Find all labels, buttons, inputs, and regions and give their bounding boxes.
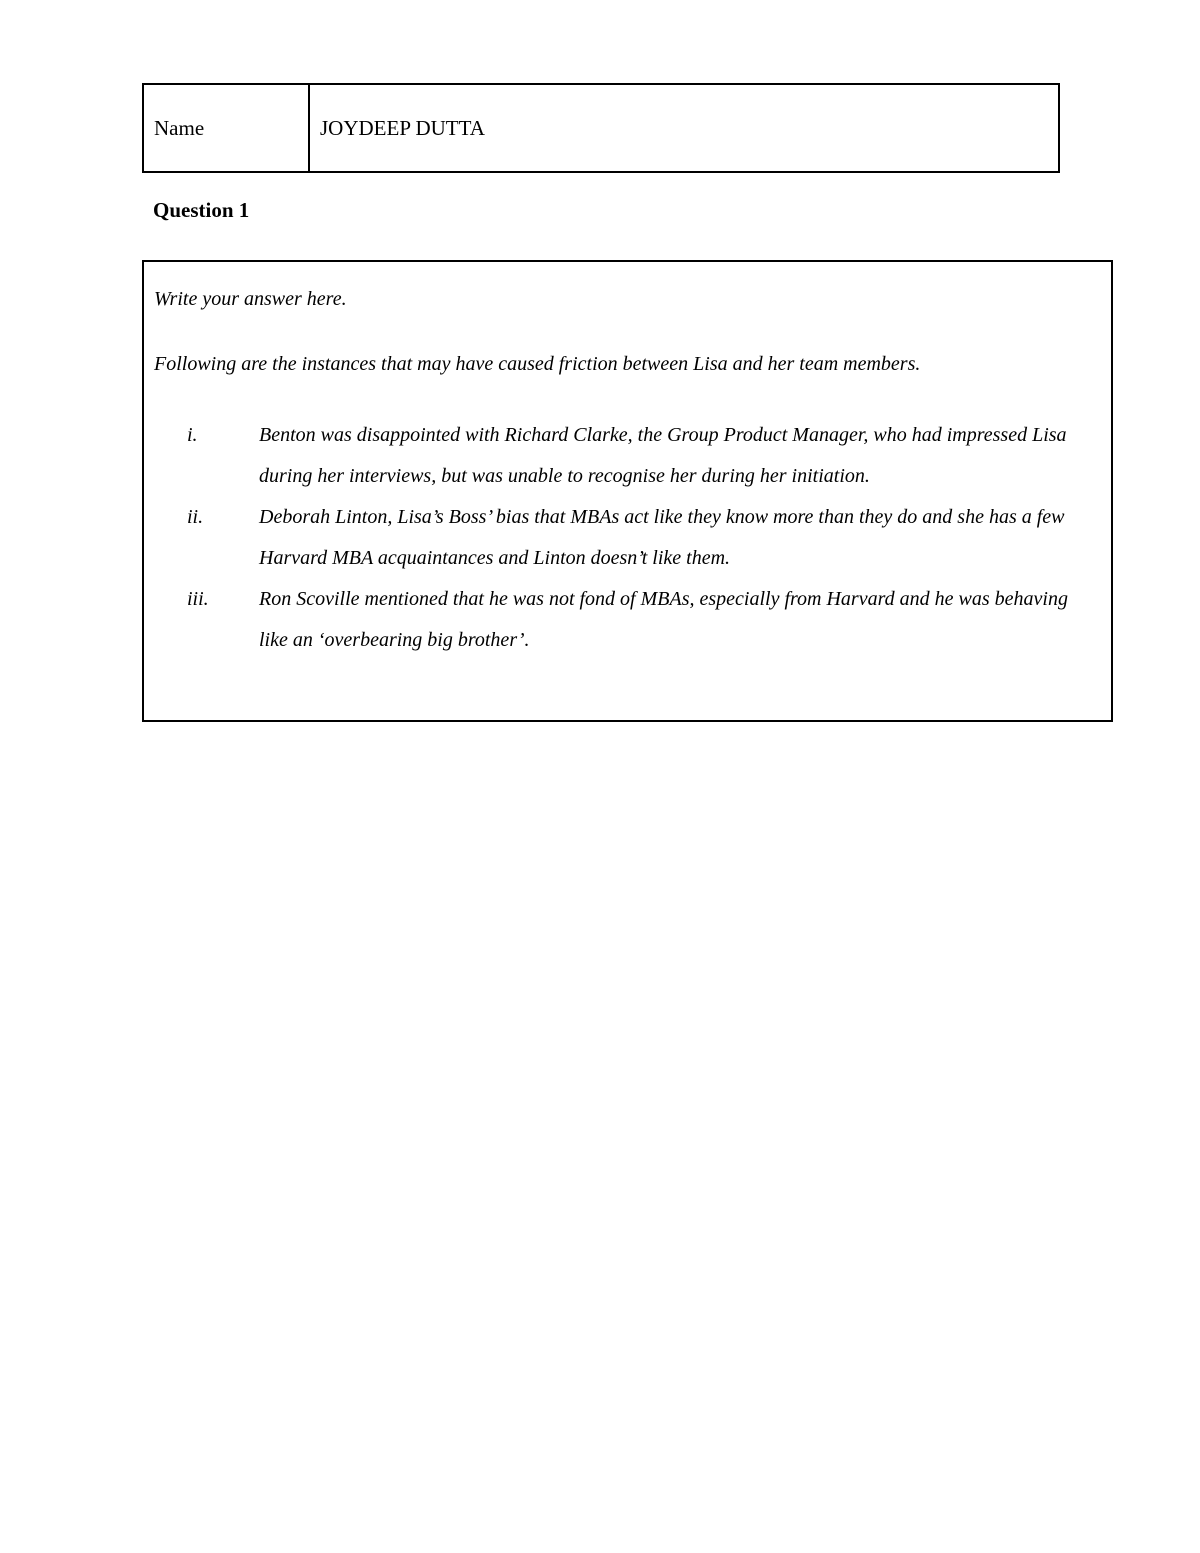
list-item-text: Benton was disappointed with Richard Clarke, the Group Product Manager, who had impressed Lisa during her interviews, but was unable to recognise her during her initiation. (259, 424, 1067, 487)
name-value: JOYDEEP DUTTA (320, 115, 485, 140)
list-item-marker: i. (187, 424, 198, 446)
list-item-marker: ii. (187, 506, 204, 528)
list-item (144, 415, 1113, 497)
list-item (144, 579, 1113, 661)
name-label: Name (154, 115, 205, 140)
list-item-text: Deborah Linton, Lisa’s Boss’ bias that MBAs act like they know more than they do and she has a few Harvard MBA acquaintances and Linton doesn’t like them. (259, 506, 1065, 569)
question-title: Question 1 (153, 198, 250, 222)
list-item-text: Ron Scoville mentioned that he was not fond of MBAs, especially from Harvard and he was behaving like an ‘overbearing big brother’. (259, 588, 1068, 651)
name-table (142, 83, 1060, 173)
instance-list (144, 415, 1113, 661)
list-item-marker: iii. (187, 588, 209, 610)
answer-prompt: Write your answer here. (154, 288, 347, 310)
name-value-cell (310, 85, 1058, 171)
answer-intro: Following are the instances that may have caused friction between Lisa and her team members. (154, 353, 921, 375)
answer-box (142, 260, 1113, 722)
name-label-cell (144, 85, 310, 171)
list-item (144, 497, 1113, 579)
